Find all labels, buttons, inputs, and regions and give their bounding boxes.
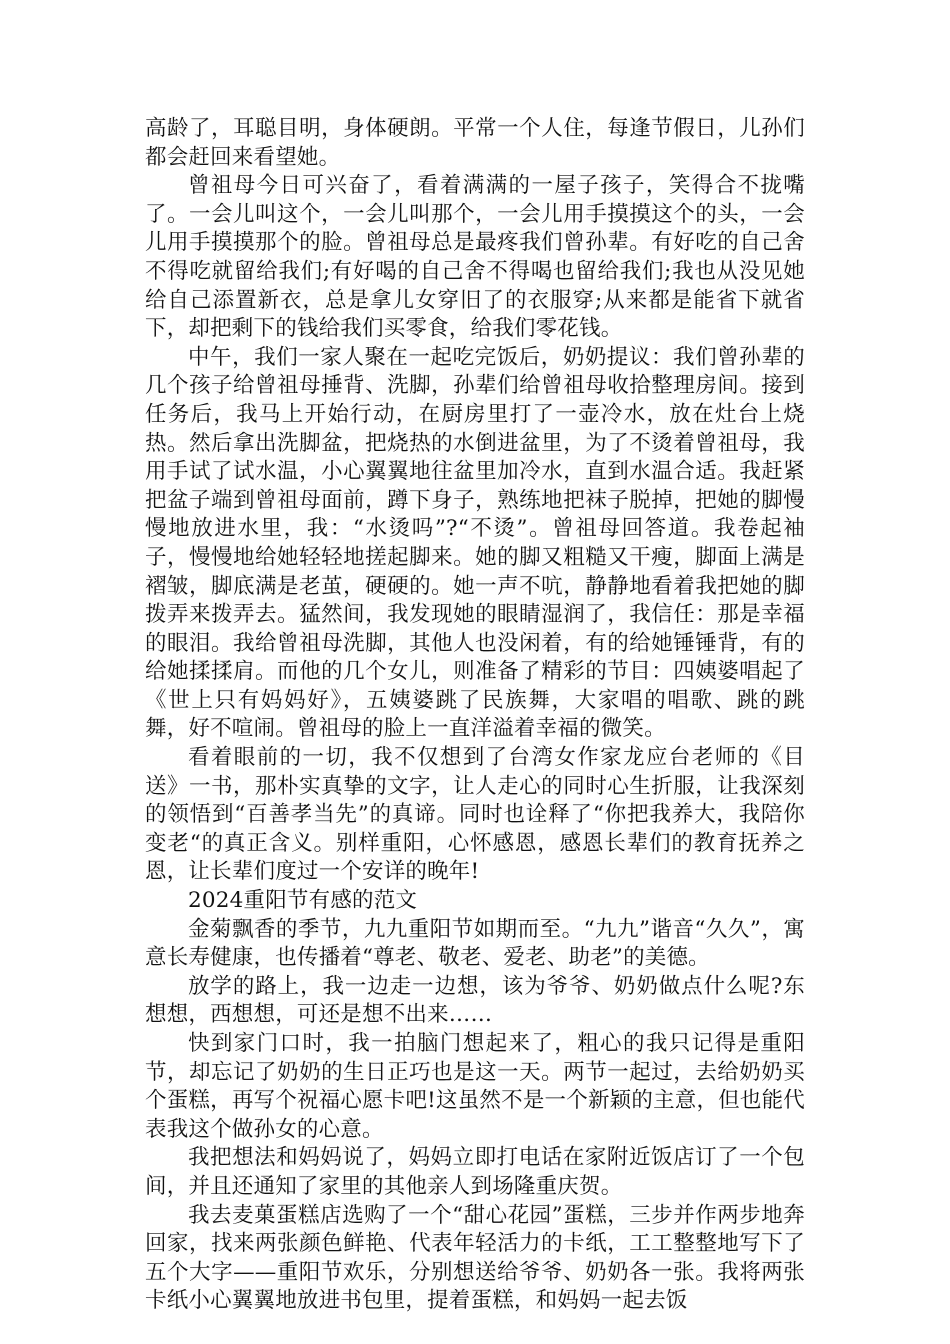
paragraph: 我去麦菓蛋糕店选购了一个“甜心花园”蛋糕，三步并作两步地奔回家，找来两张颜色鲜艳、代表年轻活力的卡纸，工工整整地写下了五个大字——重阳节欢乐，分别想送给爷爷、奶奶各一张。我将两张卡纸小心翼翼地放进书包里，提着蛋糕，和妈妈一起去饭	[145, 1202, 805, 1314]
paragraph: 快到家门口时，我一拍脑门想起来了，粗心的我只记得是重阳节，却忘记了奶奶的生日正巧也是这一天。两节一起过，去给奶奶买个蛋糕，再写个祝福心愿卡吧!这虽然不是一个新颖的主意，但也能代表我这个做孙女的心意。	[145, 1031, 805, 1142]
paragraph: 我把想法和妈妈说了，妈妈立即打电话在家附近饭店订了一个包间，并且还通知了家里的其他亲人到场隆重庆贺。	[145, 1145, 805, 1199]
paragraph: 放学的路上，我一边走一边想，该为爷爷、奶奶做点什么呢?东想想，西想想，可还是想不出来……	[145, 973, 805, 1028]
paragraph: 中午，我们一家人聚在一起吃完饭后，奶奶提议：我们曾孙辈的几个孩子给曾祖母捶背、洗脚，孙辈们给曾祖母收拾整理房间。接到任务后，我马上开始行动，在厨房里打了一壶冷水，放在灶台上烧热。然后拿出洗脚盆，把烧热的水倒进盆里，为了不烫着曾祖母，我用手试了试水温，小心翼翼地往盆里加冷水，直到水温合适。我赶紧把盆子端到曾祖母面前，蹲下身子，熟练地把袜子脱掉，把她的脚慢慢地放进水里，我：“水烫吗”?“不烫”。曾祖母回答道。我卷起袖子，慢慢地给她轻轻地搓起脚来。她的脚又粗糙又干瘦，脚面上满是褶皱，脚底满是老茧，硬硬的。她一声不吭，静静地看着我把她的脚拨弄来拨弄去。猛然间，我发现她的眼睛湿润了，我信任：那是幸福的眼泪。我给曾祖母洗脚，其他人也没闲着，有的给她锤锤背，有的给她揉揉肩。而他的几个女儿，则准备了精彩的节目：四姨婆唱起了《世上只有妈妈好》，五姨婆跳了民族舞，大家唱的唱歌、跳的跳舞，好不喧闹。曾祖母的脸上一直洋溢着幸福的微笑。	[145, 344, 805, 742]
document-page	[145, 115, 805, 1316]
paragraph: 金菊飘香的季节，九九重阳节如期而至。“九九”谐音“久久”，寓意长寿健康，也传播着“尊老、敬老、爱老、助老”的美德。	[145, 916, 805, 971]
paragraph: 曾祖母今日可兴奋了，看着满满的一屋子孩子，笑得合不拢嘴了。一会儿叫这个，一会儿叫那个，一会儿用手摸摸这个的头，一会儿用手摸摸那个的脸。曾祖母总是最疼我们曾孙辈。有好吃的自己舍不得吃就留给我们;有好喝的自己舍不得喝也留给我们;我也从没见她给自己添置新衣，总是拿儿女穿旧了的衣服穿;从来都是能省下就省下，却把剩下的钱给我们买零食，给我们零花钱。	[145, 173, 805, 342]
section-heading: 2024重阳节有感的范文	[188, 888, 418, 914]
paragraph: 高龄了，耳聪目明，身体硬朗。平常一个人住，每逢节假日，儿孙们都会赶回来看望她。	[145, 116, 805, 170]
paragraph: 看着眼前的一切，我不仅想到了台湾女作家龙应台老师的《目送》一书，那朴实真挚的文字，让人走心的同时心生折服，让我深刻的领悟到“百善孝当先”的真谛。同时也诠释了“你把我养大，我陪你变老“的真正含义。别样重阳，心怀感恩，感恩长辈们的教育抚养之恩，让长辈们度过一个安详的晚年!	[145, 745, 805, 885]
